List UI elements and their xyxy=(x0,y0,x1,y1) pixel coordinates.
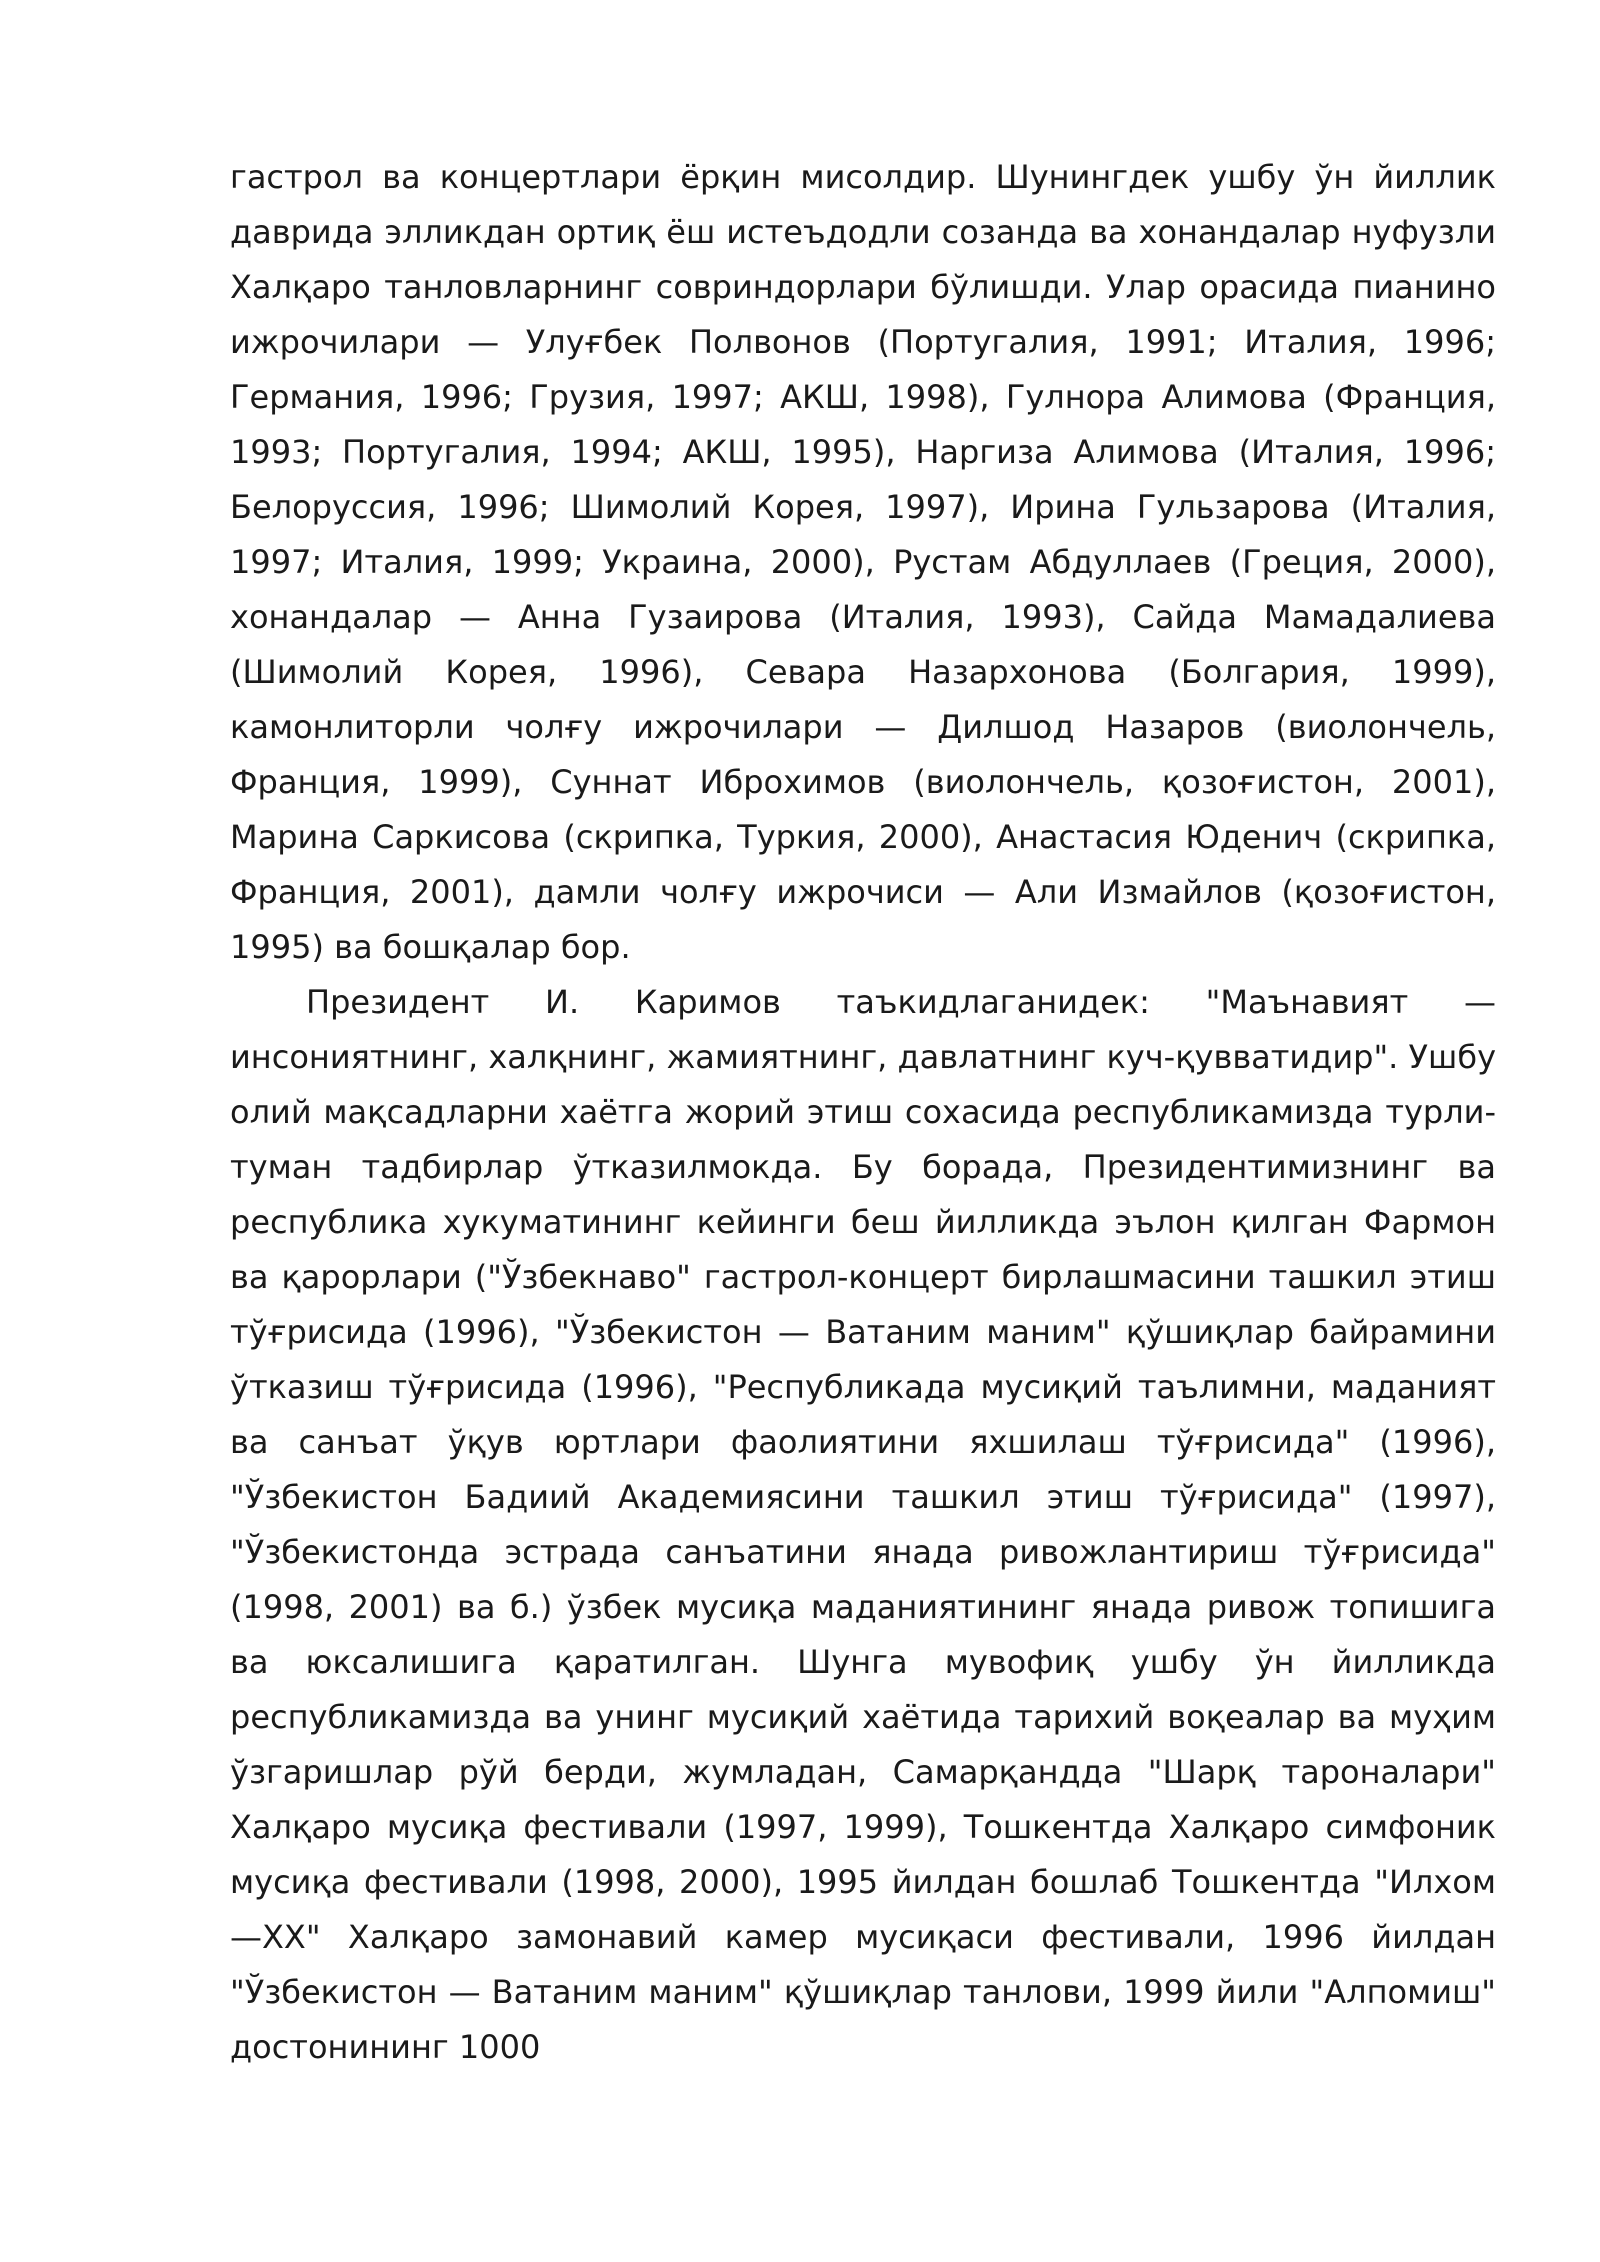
document-page xyxy=(230,150,1496,2075)
paragraph-1: гастрол ва концертлари ёрқин мисолдир. Шунингдек ушбу ўн йиллик даврида элликдан ортиқ ёш истеъдодли созанда ва хонандалар нуфузли Халқаро танловларнинг совриндорлари бўлишди. Улар орасида пианино ижрочилари — Улуғбек Полвонов (Португалия, 1991; Италия, 1996; Германия, 1996; Грузия, 1997; АКШ, 1998), Гулнора Алимова (Франция, 1993; Португалия, 1994; АКШ, 1995), Наргиза Алимова (Италия, 1996; Белоруссия, 1996; Шимолий Корея, 1997), Ирина Гульзарова (Италия, 1997; Италия, 1999; Украина, 2000), Рустам Абдуллаев (Греция, 2000), хонандалар — Анна Гузаирова (Италия, 1993), Сайда Мамадалиева (Шимолий Корея, 1996), Севара Назархонова (Болгария, 1999), камонлиторли чолғу ижрочилари — Дилшод Назаров (виолончель, Франция, 1999), Суннат Иброхимов (виолончель, қозоғистон, 2001), Марина Саркисова (скрипка, Туркия, 2000), Анастасия Юденич (скрипка, Франция, 2001), дамли чолғу ижрочиси — Али Измайлов (қозоғистон, 1995) ва бошқалар бор. xyxy=(230,158,1496,966)
paragraph-2: Президент И. Каримов таъкидлаганидек: "Маънавият — инсониятнинг, халқнинг, жамиятнинг, давлатнинг куч-қувватидир". Ушбу олий мақсадларни хаётга жорий этиш сохасида республикамизда турли-туман тадбирлар ўтказилмокда. Бу борада, Президентимизнинг ва республика хукуматининг кейинги беш йилликда эълон қилган Фармон ва қарорлари ("Ўзбекнаво" гастрол-концерт бирлашмасини ташкил этиш тўғрисида (1996), "Ўзбекистон — Ватаним маним" қўшиқлар байрамини ўтказиш тўғрисида (1996), "Республикада мусиқий таълимни, маданият ва санъат ўқув юртлари фаолиятини яхшилаш тўғрисида" (1996), "Ўзбекистон Бадиий Академиясини ташкил этиш тўғрисида" (1997), "Ўзбекистонда эстрада санъатини янада ривожлантириш тўғрисида" (1998, 2001) ва б.) ўзбек мусиқа маданиятининг янада ривож топишига ва юксалишига қаратилган. Шунга мувофиқ ушбу ўн йилликда республикамизда ва унинг мусиқий хаётида тарихий воқеалар ва муҳим ўзгаришлар рўй берди, жумладан, Самарқандда "Шарқ тароналари" Халқаро мусиқа фестивали (1997, 1999), Тошкентда Халқаро симфоник мусиқа фестивали (1998, 2000), 1995 йилдан бошлаб Тошкентда "Илхом —XX" Халқаро замонавий камер мусиқаси фестивали, 1996 йилдан "Ўзбекистон — Ватаним маним" қўшиқлар танлови, 1999 йили "Алпомиш" достонининг 1000 xyxy=(230,983,1496,2066)
